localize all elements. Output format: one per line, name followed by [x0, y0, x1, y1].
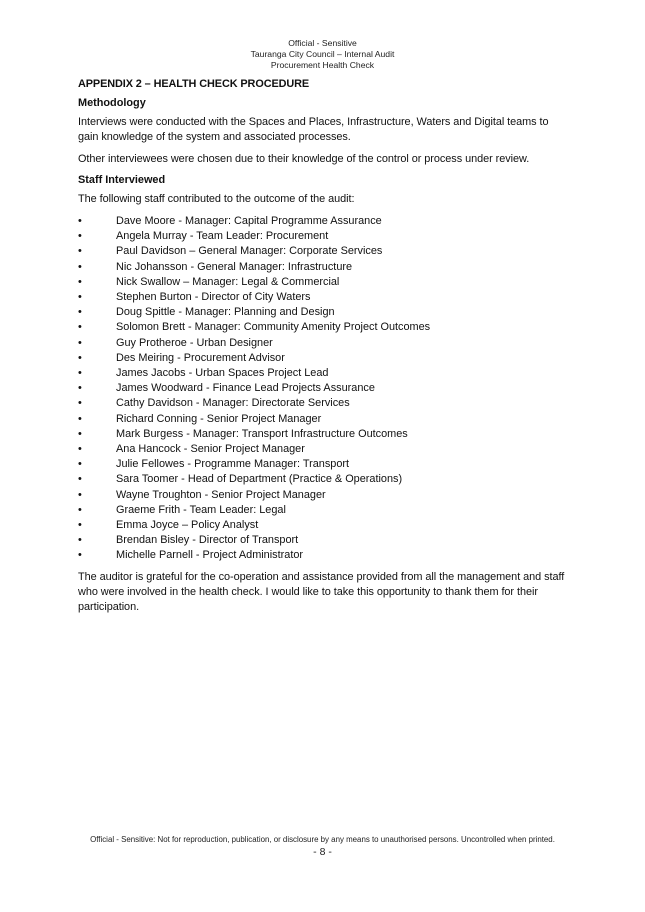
staff-list-item	[78, 290, 570, 305]
bullet-icon: •	[78, 397, 82, 410]
bullet-icon: •	[78, 534, 82, 547]
appendix-title: APPENDIX 2 – HEALTH CHECK PROCEDURE	[78, 78, 310, 90]
staff-list-item	[78, 533, 570, 548]
staff-list	[78, 214, 570, 564]
bullet-icon: •	[78, 549, 82, 562]
staff-list-item	[78, 381, 570, 396]
staff-list-item	[78, 214, 570, 229]
staff-list-item	[78, 275, 570, 290]
staff-list-item	[78, 320, 570, 335]
staff-member-name: Ana Hancock - Senior Project Manager	[116, 443, 305, 456]
staff-list-item	[78, 442, 570, 457]
staff-member-name: James Woodward - Finance Lead Projects Assurance	[116, 382, 375, 395]
bullet-icon: •	[78, 291, 82, 304]
staff-list-item	[78, 472, 570, 487]
staff-list-item	[78, 396, 570, 411]
bullet-icon: •	[78, 306, 82, 319]
staff-list-item	[78, 503, 570, 518]
bullet-icon: •	[78, 503, 82, 516]
header-classification: Official - Sensitive	[288, 38, 357, 48]
staff-member-name: Angela Murray - Team Leader: Procurement	[116, 230, 329, 243]
header-organisation: Tauranga City Council – Internal Audit	[250, 49, 395, 59]
bullet-icon: •	[78, 458, 82, 471]
methodology-heading: Methodology	[78, 97, 146, 109]
staff-list-item	[78, 518, 570, 533]
staff-member-name: Paul Davidson – General Manager: Corporate Services	[116, 245, 383, 258]
staff-member-name: Julie Fellowes - Programme Manager: Transport	[116, 458, 350, 471]
staff-member-name: Des Meiring - Procurement Advisor	[116, 351, 285, 364]
methodology-paragraph-2: Other interviewees were chosen due to their knowledge of the control or process under review.	[78, 153, 530, 165]
staff-list-item	[78, 427, 570, 442]
bullet-icon: •	[78, 473, 82, 486]
staff-list-item	[78, 548, 570, 563]
bullet-icon: •	[78, 230, 82, 243]
staff-list-item	[78, 457, 570, 472]
staff-member-name: Brendan Bisley - Director of Transport	[116, 534, 299, 547]
footer-disclaimer: Official - Sensitive: Not for reproduction, publication, or disclosure by any means to unauthorised persons. Uncontrolled when printed.	[90, 835, 555, 844]
staff-heading: Staff Interviewed	[78, 174, 166, 186]
staff-member-name: Solomon Brett - Manager: Community Amenity Project Outcomes	[116, 321, 431, 334]
bullet-icon: •	[78, 351, 82, 364]
staff-member-name: Guy Protheroe - Urban Designer	[116, 336, 273, 349]
header-report-title: Procurement Health Check	[270, 60, 375, 70]
staff-list-item	[78, 244, 570, 259]
bullet-icon: •	[78, 412, 82, 425]
closing-paragraph: The auditor is grateful for the co-operation and assistance provided from all the management and staff who were involved in the health check. I would like to take this opportunity to thank them for their participation.	[78, 570, 565, 613]
staff-member-name: Wayne Troughton - Senior Project Manager	[116, 488, 326, 501]
bullet-icon: •	[78, 275, 82, 288]
bullet-icon: •	[78, 215, 82, 227]
staff-member-name: Stephen Burton - Director of City Waters	[116, 291, 311, 304]
staff-member-name: Michelle Parnell - Project Administrator	[116, 549, 304, 562]
staff-list-item	[78, 366, 570, 381]
bullet-icon: •	[78, 427, 82, 440]
bullet-icon: •	[78, 260, 82, 273]
staff-member-name: Nick Swallow – Manager: Legal & Commercial	[116, 275, 340, 288]
staff-member-name: Emma Joyce – Policy Analyst	[116, 519, 259, 532]
bullet-icon: •	[78, 367, 82, 380]
staff-member-name: Doug Spittle - Manager: Planning and Design	[116, 306, 335, 319]
staff-list-item	[78, 305, 570, 320]
bullet-icon: •	[78, 382, 82, 395]
staff-list-item	[78, 229, 570, 244]
staff-member-name: Sara Toomer - Head of Department (Practice & Operations)	[116, 473, 403, 486]
bullet-icon: •	[78, 519, 82, 532]
bullet-icon: •	[78, 245, 82, 258]
staff-intro: The following staff contributed to the outcome of the audit:	[78, 193, 355, 205]
staff-list-item	[78, 412, 570, 427]
staff-list-item	[78, 260, 570, 275]
bullet-icon: •	[78, 488, 82, 501]
bullet-icon: •	[78, 321, 82, 334]
page-number: - 8 -	[313, 846, 332, 858]
staff-member-name: Richard Conning - Senior Project Manager	[116, 412, 322, 425]
staff-list-item	[78, 351, 570, 366]
bullet-icon: •	[78, 443, 82, 456]
bullet-icon: •	[78, 336, 82, 349]
staff-member-name: Graeme Frith - Team Leader: Legal	[116, 503, 286, 516]
staff-member-name: Dave Moore - Manager: Capital Programme Assurance	[116, 215, 382, 227]
staff-list-item	[78, 488, 570, 503]
page-header	[0, 38, 645, 71]
document-body	[78, 78, 570, 622]
staff-list-item	[78, 336, 570, 351]
methodology-paragraph-1: Interviews were conducted with the Spaces and Places, Infrastructure, Waters and Digital teams to gain knowledge of the system and associated processes.	[78, 116, 549, 143]
staff-member-name: Cathy Davidson - Manager: Directorate Services	[116, 397, 350, 410]
staff-member-name: James Jacobs - Urban Spaces Project Lead	[116, 367, 329, 380]
staff-member-name: Nic Johansson - General Manager: Infrastructure	[116, 260, 353, 273]
staff-member-name: Mark Burgess - Manager: Transport Infrastructure Outcomes	[116, 427, 408, 440]
